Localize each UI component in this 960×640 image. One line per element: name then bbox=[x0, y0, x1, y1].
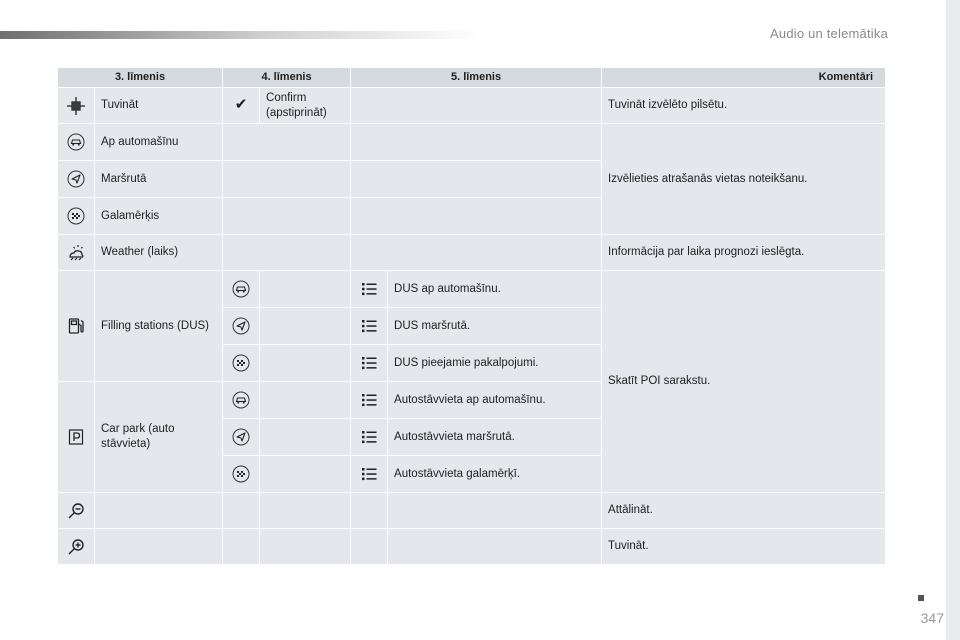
car-icon[interactable] bbox=[66, 132, 86, 152]
level4-label-confirm[interactable]: Confirm (apstiprināt) bbox=[260, 88, 351, 124]
level3-label-destination[interactable]: Galamērķis bbox=[95, 198, 223, 235]
parking-icon[interactable] bbox=[66, 427, 86, 447]
map-zoom-crosshair-icon[interactable] bbox=[66, 96, 86, 116]
column-header-comments: Komentāri bbox=[602, 68, 886, 88]
level5-label-parking-on-route[interactable]: Autostāvvieta maršrutā. bbox=[388, 419, 602, 456]
level5-label-fuel-services[interactable]: DUS pieejamie pakalpojumi. bbox=[388, 345, 602, 382]
comment-poi-list: Skatīt POI sarakstu. bbox=[602, 271, 886, 493]
section-title: Audio un telemātika bbox=[770, 26, 888, 41]
list-icon[interactable] bbox=[359, 316, 379, 336]
comment-zoom-out: Attālināt. bbox=[602, 493, 886, 529]
table-row bbox=[58, 235, 886, 271]
table-row bbox=[58, 493, 886, 529]
table-row bbox=[58, 529, 886, 565]
route-arrow-icon[interactable] bbox=[231, 316, 251, 336]
page-marker bbox=[918, 595, 924, 601]
level3-label-zoom[interactable]: Tuvināt bbox=[95, 88, 223, 124]
zoom-in-icon[interactable] bbox=[66, 537, 86, 557]
table-row bbox=[58, 88, 886, 124]
page-number: 347 bbox=[920, 610, 944, 626]
level5-label-fuel-on-route[interactable]: DUS maršrutā. bbox=[388, 308, 602, 345]
destination-flag-icon[interactable] bbox=[231, 464, 251, 484]
header-gradient-bar bbox=[0, 31, 480, 39]
route-arrow-icon[interactable] bbox=[231, 427, 251, 447]
level3-label-filling-stations[interactable]: Filling stations (DUS) bbox=[95, 271, 223, 382]
level3-label-weather[interactable]: Weather (laiks) bbox=[95, 235, 223, 271]
level3-label-car-park[interactable]: Car park (auto stāvvieta) bbox=[95, 382, 223, 493]
table-row bbox=[58, 271, 886, 308]
list-icon[interactable] bbox=[359, 390, 379, 410]
column-header-level4: 4. līmenis bbox=[223, 68, 351, 88]
car-icon[interactable] bbox=[231, 390, 251, 410]
fuel-pump-icon[interactable] bbox=[66, 316, 86, 336]
column-header-level5: 5. līmenis bbox=[351, 68, 602, 88]
list-icon[interactable] bbox=[359, 427, 379, 447]
column-header-level3: 3. līmenis bbox=[58, 68, 223, 88]
car-icon[interactable] bbox=[231, 279, 251, 299]
weather-icon[interactable] bbox=[66, 243, 86, 263]
level3-label-on-route[interactable]: Maršrutā bbox=[95, 161, 223, 198]
navigation-menu-table bbox=[57, 67, 886, 565]
level5-label-parking-destination[interactable]: Autostāvvieta galamērķī. bbox=[388, 456, 602, 493]
route-arrow-icon[interactable] bbox=[66, 169, 86, 189]
list-icon[interactable] bbox=[359, 464, 379, 484]
checkmark-icon[interactable]: ✔ bbox=[234, 96, 248, 113]
comment-zoom-in: Tuvināt. bbox=[602, 529, 886, 565]
list-icon[interactable] bbox=[359, 353, 379, 373]
level3-label-around-car[interactable]: Ap automašīnu bbox=[95, 124, 223, 161]
comment-zoom-city: Tuvināt izvēlēto pilsētu. bbox=[602, 88, 886, 124]
destination-flag-icon[interactable] bbox=[231, 353, 251, 373]
destination-flag-icon[interactable] bbox=[66, 206, 86, 226]
table-row bbox=[58, 124, 886, 161]
comment-location-search: Izvēlieties atrašanās vietas noteikšanu. bbox=[602, 124, 886, 235]
comment-weather: Informācija par laika prognozi ieslēgta. bbox=[602, 235, 886, 271]
level5-label-parking-around-car[interactable]: Autostāvvieta ap automašīnu. bbox=[388, 382, 602, 419]
table-header-row bbox=[58, 68, 886, 88]
list-icon[interactable] bbox=[359, 279, 379, 299]
page-edge-strip bbox=[946, 0, 960, 640]
zoom-out-icon[interactable] bbox=[66, 501, 86, 521]
level5-label-fuel-around-car[interactable]: DUS ap automašīnu. bbox=[388, 271, 602, 308]
